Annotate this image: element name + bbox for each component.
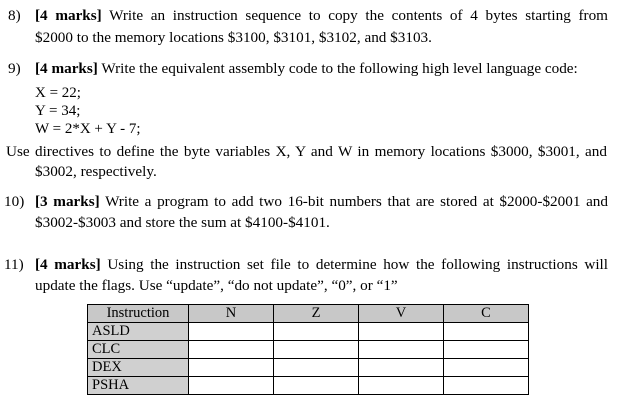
- flag-cell-v[interactable]: [359, 377, 444, 395]
- flags-table-header-row: [88, 305, 529, 323]
- question-8-number: 8): [8, 7, 21, 24]
- question-10-line-2: $3002-$3003 and store the sum at $4100-$4101.: [35, 214, 330, 231]
- question-11-line-2: update the flags. Use “update”, “do not update”, “0”, or “1”: [35, 277, 398, 294]
- question-10-text: Write a program to add two 16-bit numbers that are stored at $2000-$2001 and: [105, 193, 608, 210]
- code-line-w: W = 2*X + Y - 7;: [35, 121, 141, 137]
- question-8-line-2: $2000 to the memory locations $3100, $3101, $3102, and $3103.: [35, 29, 432, 46]
- flag-cell-n[interactable]: [189, 341, 274, 359]
- flag-cell-c[interactable]: [444, 359, 529, 377]
- instruction-cell: ASLD: [88, 323, 189, 341]
- question-8-marks: [4 marks]: [35, 7, 102, 24]
- flag-cell-z[interactable]: [274, 359, 359, 377]
- question-11-number: 11): [4, 256, 24, 273]
- header-instruction: Instruction: [88, 305, 189, 323]
- question-10-number: 10): [4, 193, 25, 210]
- flag-cell-c[interactable]: [444, 341, 529, 359]
- flag-cell-z[interactable]: [274, 323, 359, 341]
- flag-cell-v[interactable]: [359, 341, 444, 359]
- header-z: Z: [274, 305, 359, 323]
- instruction-cell: PSHA: [88, 377, 189, 395]
- flag-cell-v[interactable]: [359, 359, 444, 377]
- question-11-marks: [4 marks]: [35, 256, 101, 273]
- question-11-text: Using the instruction set file to determine how the following instructions will: [107, 256, 608, 273]
- table-row: [88, 377, 529, 395]
- question-8-text: Write an instruction sequence to copy the contents of 4 bytes starting from: [109, 7, 608, 24]
- header-c: C: [444, 305, 529, 323]
- flag-cell-c[interactable]: [444, 377, 529, 395]
- code-line-y: Y = 34;: [35, 103, 81, 119]
- table-row: [88, 323, 529, 341]
- question-9-number: 9): [8, 60, 21, 77]
- question-9-directive-line-1: Use directives to define the byte variables X, Y and W in memory locations $3000, $3001, and: [6, 143, 607, 160]
- question-9-directive-line-2: $3002, respectively.: [35, 163, 157, 180]
- header-n: N: [189, 305, 274, 323]
- flag-cell-n[interactable]: [189, 377, 274, 395]
- question-9-marks: [4 marks]: [35, 60, 98, 77]
- instruction-cell: CLC: [88, 341, 189, 359]
- flag-cell-v[interactable]: [359, 323, 444, 341]
- flag-cell-z[interactable]: [274, 377, 359, 395]
- question-9-text: Write the equivalent assembly code to the following high level language code:: [101, 60, 578, 77]
- table-row: [88, 341, 529, 359]
- header-v: V: [359, 305, 444, 323]
- instruction-cell: DEX: [88, 359, 189, 377]
- question-10-marks: [3 marks]: [35, 193, 100, 210]
- flag-cell-z[interactable]: [274, 341, 359, 359]
- code-line-x: X = 22;: [35, 85, 81, 101]
- table-row: [88, 359, 529, 377]
- flag-cell-n[interactable]: [189, 359, 274, 377]
- flag-cell-n[interactable]: [189, 323, 274, 341]
- flag-cell-c[interactable]: [444, 323, 529, 341]
- flags-table: [87, 304, 529, 395]
